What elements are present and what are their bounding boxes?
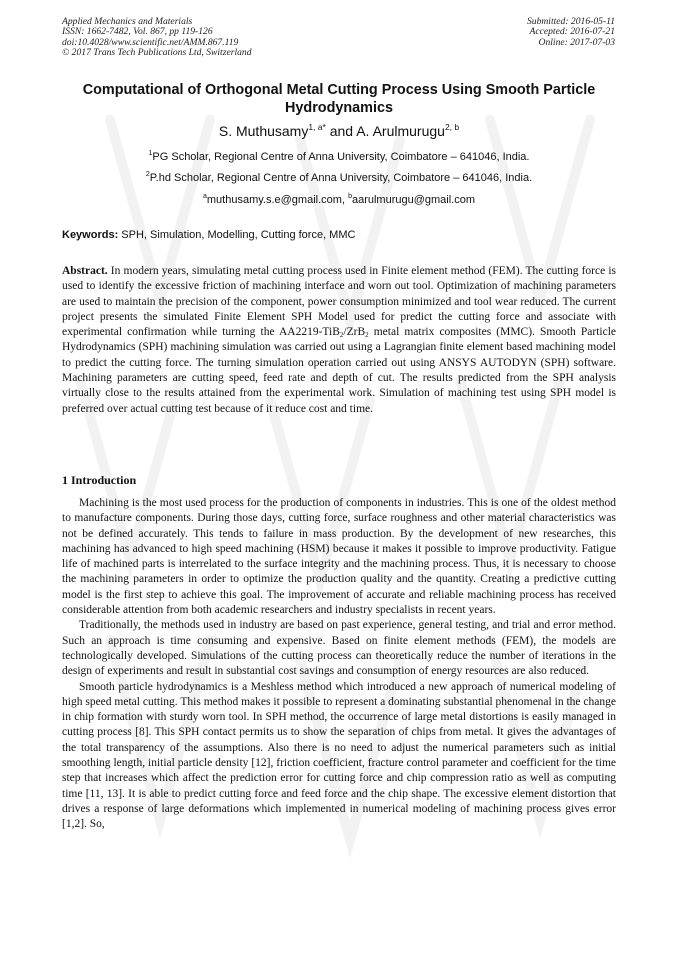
accepted-date: Accepted: 2016-07-21 <box>529 26 615 38</box>
author-emails <box>62 193 616 207</box>
email-marker: b <box>348 193 352 200</box>
author-conjunction: and <box>325 123 357 139</box>
paragraph: Smooth particle hydrodynamics is a Meshless method which introduced a new approach of numerical modeling of high speed metal cutting. This method makes it possible to represent a dominating substantial phenomenal in the change in chip formation with sturdy worn tool. In SPH method, the occurrence of large metal distortions is easily managed in cutting process [8]. This SPH contact permits us to show the separation of chips from metal. It gives the advantages of the total transparency of the assumptions. Also there is no need to adjust the numerical parameters such as initial smoothing length, initial particle density [12], friction coefficient, fracture control parameter and coefficient for the time step that increases which affect the prediction error for cutting force and chip compression ratio as well as computing time [11, 13]. It is able to predict cutting force and feed force and the chip shape. The excessive element distortion that drives a response of large deformations which implemented in numerical modeling of machining process gives error [1,2]. So, <box>62 680 616 831</box>
author-superscript: 1, a* <box>308 122 326 132</box>
abstract-text: In modern years, simulating metal cutting process used in Finite element method (FEM). The cutting force is used to identify the excessive friction of machining interface and worn out tool. Optimization of machining parameters are used to maintain the precision of the component, power consumption minimized and tool wear reduced. The current project presents the simulated Finite Element SPH Model used for predict the cutting force and associate with experimental confirmation while turning the AA2219-TiB <box>62 265 616 339</box>
email-link[interactable]: muthusamy.s.e@gmail.com <box>206 194 342 206</box>
author-name: A. Arulmurugu <box>356 123 445 139</box>
abstract-label: Abstract. <box>62 265 108 277</box>
copyright: © 2017 Trans Tech Publications Ltd, Switzerland <box>62 47 252 59</box>
paper-title: Computational of Orthogonal Metal Cutting Process Using Smooth Particle Hydrodynamics <box>82 82 596 116</box>
author-superscript: 2, b <box>444 122 460 132</box>
subscript: 2 <box>339 331 344 340</box>
keywords <box>62 228 616 242</box>
journal-name: Applied Mechanics and Materials <box>62 16 193 27</box>
author-name: S. Muthusamy <box>218 123 309 139</box>
affiliation-marker: 1 <box>148 150 153 157</box>
abstract-text: /ZrB <box>343 326 366 339</box>
affiliation <box>62 171 616 185</box>
email-marker: a <box>202 193 207 200</box>
online-date: Online: 2017-07-03 <box>538 36 615 48</box>
doi-link[interactable]: doi:10.4028/www.scientific.net/AMM.867.119 <box>62 36 239 48</box>
affiliation <box>62 150 616 164</box>
publication-dates <box>527 17 615 48</box>
author-line <box>62 122 616 140</box>
journal-info <box>62 17 252 59</box>
introduction-body <box>62 496 616 833</box>
section-heading: 1 Introduction <box>62 473 137 487</box>
issn-volume: ISSN: 1662-7482, Vol. 867, pp 119-126 <box>62 26 213 38</box>
abstract-text: metal matrix composites (MMC). Smooth Particle Hydrodynamics (SPH) machining simulation was carried out using a Lagrangian finite element based machining model to predict the cutting force. The turning simulation operation carried out using ANSYS AUTODYN (SPH) software. Machining parameters are cutting speed, feed rate and depth of cut. The results predicted from the SPH analysis virtually close to the results attained from the experimental work. Simulation of machining test using SPH model is preferred over actual cutting test because of it reduce cost and time. <box>62 326 616 415</box>
paragraph: Machining is the most used process for the production of components in industries. This is one of the oldest method to manufacture components. During those days, cutting force, surface roughness and other material characteristics was not be defined accurately. This tends to failure in mass production. By the development of new researches, this machining has advanced to high speed machining (HSM) because it makes it possible to improve productivity. Fatigue life of machined parts is interrelated to the surface integrity and the machining process. Thus, it is necessary to choose the machining parameters in order to optimize the production quality and the quantity. Creating a predictive cutting model is the first step to achieve this goal. The improvement of accurate and reliable machining process has received considerable attention from both academic researchers and industry specialists in recent years. <box>62 497 616 617</box>
keywords-text: SPH, Simulation, Modelling, Cutting force, MMC <box>118 229 356 241</box>
abstract <box>62 264 616 417</box>
affiliation-text: P.hd Scholar, Regional Centre of Anna University, Coimbatore – 641046, India. <box>149 172 533 184</box>
email-separator: , <box>341 194 349 206</box>
submitted-date: Submitted: 2016-05-11 <box>526 16 615 27</box>
affiliation-text: PG Scholar, Regional Centre of Anna University, Coimbatore – 641046, India. <box>152 151 530 163</box>
email-link[interactable]: aarulmurugu@gmail.com <box>351 194 476 206</box>
paragraph: Traditionally, the methods used in industry are based on past experience, general testing, and trial and error method. Such an approach is time consuming and expensive. Based on finite element methods (FEM), the models are technologically developed. Simulations of the cutting process can theoretically reduce the number of iterations in the design of experiments and result in substantial cost savings and consumption of energy resources are also reduced. <box>62 619 616 678</box>
keywords-label: Keywords: <box>62 229 119 241</box>
subscript: 2 <box>365 331 369 340</box>
affiliation-marker: 2 <box>145 171 150 178</box>
